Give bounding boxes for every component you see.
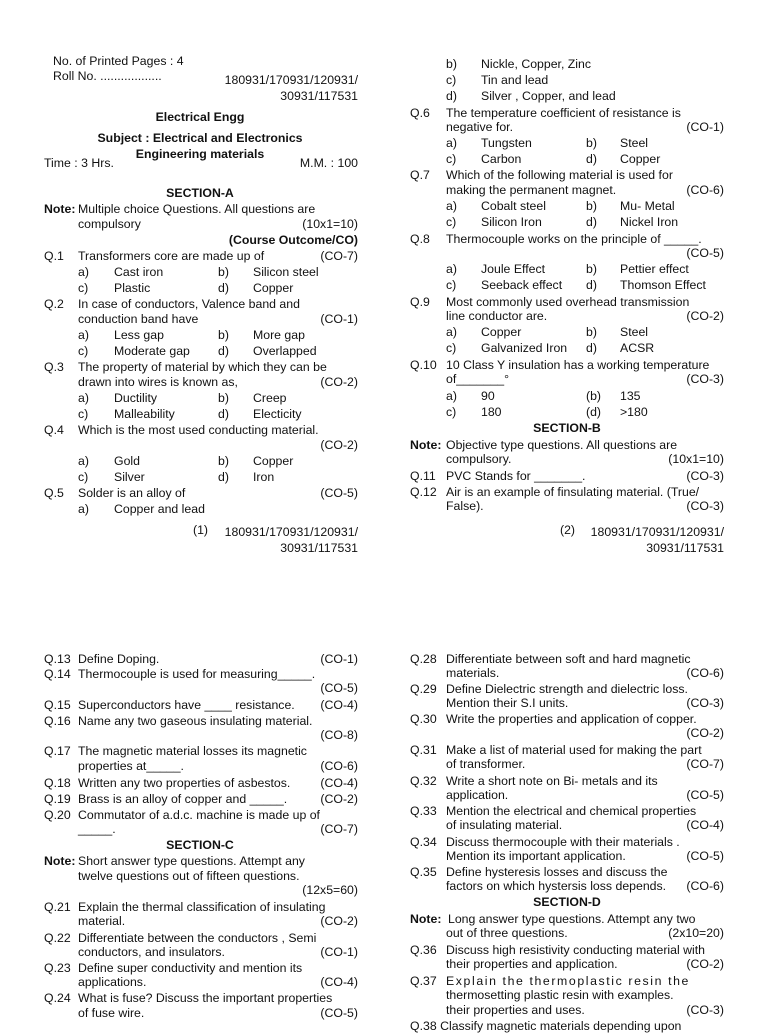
note-marks: (10x1=10) [668, 452, 724, 466]
option-label: a) [446, 136, 457, 150]
question-number: Q.32 [410, 774, 437, 788]
course-outcome-tag: (CO-5) [686, 788, 724, 802]
paper-codes: 180931/170931/120931/ [224, 73, 358, 87]
option-label: c) [446, 341, 457, 355]
footer-codes-2: 30931/117531 [646, 541, 724, 555]
question-number: Q.16 [44, 714, 71, 728]
note-marks: (12x5=60) [302, 883, 358, 897]
question-number: Q.4 [44, 423, 64, 437]
question-text: of_______° [446, 372, 510, 386]
question-text: of transformer. [446, 757, 526, 771]
course-outcome-tag: (CO-6) [686, 183, 724, 197]
question-text: Write a short note on Bi- metals and its [446, 774, 658, 788]
option-text: Tin and lead [481, 73, 549, 87]
department: Electrical Engg [155, 110, 245, 124]
question-text: negative for. [446, 120, 513, 134]
option-label: a) [78, 502, 89, 516]
question-text: Superconductors have ____ resistance. [78, 698, 295, 712]
option-text: Carbon [481, 152, 522, 166]
note-text: twelve questions out of fifteen questions. [78, 869, 300, 883]
question-number: Q.23 [44, 961, 71, 975]
page-number: (2) [560, 523, 576, 537]
question-number: Q.36 [410, 943, 437, 957]
question-number: Q.30 [410, 712, 437, 726]
option-label: b) [446, 57, 457, 71]
course-outcome-tag: (CO-3) [686, 499, 724, 513]
note-text: out of three questions. [446, 926, 568, 940]
option-text: Moderate gap [114, 344, 190, 358]
option-text: Joule Effect [481, 262, 546, 276]
question-number: Q.28 [410, 652, 437, 666]
option-text: Nickel Iron [620, 215, 679, 229]
option-text: Tungsten [481, 136, 532, 150]
question-text: What is fuse? Discuss the important properties [78, 991, 333, 1005]
question-text: Most commonly used overhead transmission [446, 295, 690, 309]
question-text: The temperature coefficient of resistance is [446, 106, 681, 120]
question-text: Make a list of material used for making the part [446, 743, 702, 757]
question-number: Q.22 [44, 931, 71, 945]
option-text: Silicon steel [253, 265, 319, 279]
option-text: More gap [253, 328, 305, 342]
question-text: 10 Class Y insulation has a working temperature [446, 358, 710, 372]
note-label: Note: [410, 438, 442, 452]
option-text: Plastic [114, 281, 151, 295]
question-number: Q.18 [44, 776, 71, 790]
question-text: their properties and application. [446, 957, 618, 971]
question-number: Q.37 [410, 974, 437, 988]
question-number: Q.5 [44, 486, 64, 500]
option-label: a) [78, 391, 89, 405]
course-outcome-tag: (CO-5) [320, 681, 358, 695]
question-text: application. [446, 788, 509, 802]
option-text: Silver [114, 470, 145, 484]
question-text: Solder is an alloy of [78, 486, 186, 500]
option-label: a) [446, 325, 457, 339]
option-text: Electicity [253, 407, 302, 421]
question-number: Q.13 [44, 652, 71, 666]
printed-pages: No. of Printed Pages : 4 [53, 54, 184, 68]
question-number: Q.33 [410, 804, 437, 818]
course-outcome-tag: (CO-4) [320, 975, 358, 989]
option-label: d) [218, 470, 229, 484]
question-text: of insulating material. [446, 818, 563, 832]
option-label: b) [586, 262, 597, 276]
option-label: b) [218, 391, 229, 405]
note-label: Note: [410, 912, 442, 926]
question-number: Q.11 [410, 469, 436, 483]
option-label: c) [78, 344, 89, 358]
option-label: b) [218, 454, 229, 468]
question-text: their properties and uses. [446, 1003, 585, 1017]
option-text: 135 [620, 389, 641, 403]
course-outcome-tag: (CO-2) [320, 438, 358, 452]
question-text: line conductor are. [446, 309, 548, 323]
course-outcome-tag: (CO-7) [320, 822, 358, 836]
question-text: Mention their S.I units. [446, 696, 569, 710]
max-marks: M.M. : 100 [299, 156, 358, 170]
question-number: Q.6 [410, 106, 430, 120]
option-label: d) [446, 89, 457, 103]
option-text: Copper [253, 281, 294, 295]
course-outcome-tag: (CO-1) [320, 652, 358, 666]
question-text: conduction band have [78, 312, 199, 326]
section-title: SECTION-C [166, 838, 234, 852]
option-label: c) [446, 152, 457, 166]
question-text: Explain the thermal classification of insulating [78, 900, 326, 914]
question-text: PVC Stands for _______. [446, 469, 586, 483]
time: Time : 3 Hrs. [44, 156, 114, 170]
option-label: b) [586, 136, 597, 150]
question-text: materials. [446, 666, 500, 680]
question-number: Q.19 [44, 792, 71, 806]
question-text: Brass is an alloy of copper and _____. [78, 792, 288, 806]
option-text: Copper [620, 152, 661, 166]
option-label: d) [218, 344, 229, 358]
option-label: c) [78, 281, 89, 295]
note-text: compulsory [78, 217, 141, 231]
question-number: Q.2 [44, 297, 64, 311]
option-text: Ductility [114, 391, 158, 405]
option-label: a) [446, 389, 457, 403]
option-text: Steel [620, 325, 649, 339]
note-label: Note: [44, 202, 76, 216]
roll-no: Roll No. .................. [53, 69, 162, 83]
option-text: >180 [620, 405, 648, 419]
course-outcome-tag: (CO-1) [320, 312, 358, 326]
question-text: Define hysteresis losses and discuss the [446, 865, 668, 879]
option-text: Iron [253, 470, 275, 484]
paper-codes-2: 30931/117531 [280, 89, 358, 103]
option-text: Pettier effect [620, 262, 689, 276]
course-outcome-tag: (CO-2) [320, 375, 358, 389]
option-text: Seeback effect [481, 278, 563, 292]
option-text: Creep [253, 391, 287, 405]
question-text: Which of the following material is used for [446, 168, 673, 182]
option-label: d) [218, 281, 229, 295]
question-text: applications. [78, 975, 147, 989]
option-label: c) [446, 278, 457, 292]
option-label: a) [446, 199, 457, 213]
question-text: Name any two gaseous insulating material. [78, 714, 313, 728]
course-outcome-tag: (CO-4) [320, 776, 358, 790]
question-text: Write the properties and application of copper. [446, 712, 697, 726]
option-label: d) [586, 278, 597, 292]
footer-codes: 180931/170931/120931/ [224, 525, 358, 539]
option-label: b) [218, 328, 229, 342]
option-text: Copper and lead [114, 502, 205, 516]
option-label: c) [446, 405, 457, 419]
course-outcome-tag: (CO-2) [686, 957, 724, 971]
option-label: c) [78, 470, 89, 484]
question-number: Q.3 [44, 360, 64, 374]
option-label: c) [78, 407, 89, 421]
option-label: d) [586, 215, 597, 229]
question-number: Q.1 [44, 249, 64, 263]
subject-line-1: Subject : Electrical and Electronics [97, 131, 303, 145]
question-text: The property of material by which they can be [78, 360, 327, 374]
course-outcome: (Course Outcome/CO) [228, 233, 358, 247]
course-outcome-tag: (CO-3) [686, 469, 724, 483]
option-label: a) [78, 454, 89, 468]
option-text: ACSR [620, 341, 655, 355]
question-number: Q.20 [44, 808, 71, 822]
question-text: Commutator of a.d.c. machine is made up of [78, 808, 320, 822]
course-outcome-tag: (CO-2) [686, 726, 724, 740]
course-outcome-tag: (CO-7) [686, 757, 724, 771]
option-text: Copper [253, 454, 294, 468]
option-label: d) [586, 341, 597, 355]
question-text: _____. [78, 822, 116, 836]
course-outcome-tag: (CO-5) [686, 246, 724, 260]
section-title: SECTION-D [533, 895, 601, 909]
note-text: Long answer type questions. Attempt any two [448, 912, 696, 926]
option-text: Nickle, Copper, Zinc [481, 57, 592, 71]
option-label: b) [218, 265, 229, 279]
course-outcome-tag: (CO-3) [686, 696, 724, 710]
course-outcome-tag: (CO-1) [320, 945, 358, 959]
option-text: 90 [481, 389, 495, 403]
course-outcome-tag: (CO-6) [320, 759, 358, 773]
option-text: Gold [114, 454, 140, 468]
subject-line-2: Engineering materials [135, 147, 265, 161]
option-label: a) [446, 262, 457, 276]
page-number: (1) [193, 523, 209, 537]
note-marks: (10x1=10) [302, 217, 358, 231]
course-outcome-tag: (CO-4) [686, 818, 724, 832]
option-text: Cast iron [114, 265, 164, 279]
question-text: Discuss high resistivity conducting material with [446, 943, 706, 957]
option-text: Overlapped [253, 344, 317, 358]
course-outcome-tag: (CO-7) [320, 249, 358, 263]
option-label: a) [78, 328, 89, 342]
course-outcome-tag: (CO-3) [686, 1003, 724, 1017]
question-text: conductors, and insulators. [78, 945, 225, 959]
option-text: Cobalt steel [481, 199, 546, 213]
option-text: Silver , Copper, and lead [481, 89, 616, 103]
question-text: Written any two properties of asbestos. [78, 776, 291, 790]
question-text: Discuss thermocouple with their materials . [446, 835, 680, 849]
course-outcome-tag: (CO-5) [320, 486, 358, 500]
question-number: Q.10 [410, 358, 437, 372]
question-number: Q.34 [410, 835, 437, 849]
note-text: compulsory. [446, 452, 512, 466]
question-number: Q.24 [44, 991, 71, 1005]
option-text: Less gap [114, 328, 164, 342]
course-outcome-tag: (CO-1) [686, 120, 724, 134]
option-text: Copper [481, 325, 522, 339]
question-number: Q.21 [44, 900, 71, 914]
question-text: Define Dielectric strength and dielectric loss. [446, 682, 688, 696]
course-outcome-tag: (CO-2) [320, 792, 358, 806]
option-text: Galvanized Iron [481, 341, 568, 355]
course-outcome-tag: (CO-3) [686, 372, 724, 386]
option-label: d) [586, 152, 597, 166]
question-number: Q.35 [410, 865, 437, 879]
note-text: Objective type questions. All questions are [446, 438, 678, 452]
question-number: Q.17 [44, 744, 71, 758]
question-text: thermosetting plastic resin with examples. [446, 988, 674, 1002]
section-title: SECTION-A [166, 186, 234, 200]
question-number: Q.31 [410, 743, 437, 757]
course-outcome-tag: (CO-2) [686, 309, 724, 323]
option-text: 180 [481, 405, 502, 419]
question-text: The magnetic material losses its magnetic [78, 744, 307, 758]
note-text: Multiple choice Questions. All questions are [78, 202, 316, 216]
question-text: properties at_____. [78, 759, 184, 773]
question-text: False). [446, 499, 484, 513]
course-outcome-tag: (CO-5) [686, 849, 724, 863]
course-outcome-tag: (CO-6) [686, 879, 724, 893]
question-text: Mention the electrical and chemical properties [446, 804, 697, 818]
option-label: b) [586, 325, 597, 339]
course-outcome-tag: (CO-6) [686, 666, 724, 680]
question-text: Air is an example of finsulating material. (True/ [446, 485, 700, 499]
question-number: Q.7 [410, 168, 430, 182]
option-label: d) [218, 407, 229, 421]
question-text: In case of conductors, Valence band and [78, 297, 300, 311]
option-text: Mu- Metal [620, 199, 675, 213]
option-text: Thomson Effect [620, 278, 706, 292]
section-title: SECTION-B [533, 421, 601, 435]
note-text: Short answer type questions. Attempt any [78, 854, 305, 868]
option-label: (d) [586, 405, 602, 419]
question-number: Q.12 [410, 485, 437, 499]
option-label: a) [78, 265, 89, 279]
question-text: Define Doping. [78, 652, 160, 666]
question-text: Which is the most used conducting material. [78, 423, 319, 437]
question-text: Transformers core are made up of [78, 249, 265, 263]
question-number: Q.8 [410, 232, 430, 246]
question-text: Explain the thermoplastic resin the [446, 974, 690, 988]
question-text: making the permanent magnet. [446, 183, 617, 197]
footer-codes: 180931/170931/120931/ [590, 525, 724, 539]
note-label: Note: [44, 854, 76, 868]
course-outcome-tag: (CO-2) [320, 914, 358, 928]
course-outcome-tag: (CO-8) [320, 728, 358, 742]
course-outcome-tag: (CO-5) [320, 1006, 358, 1020]
option-text: Silicon Iron [481, 215, 542, 229]
option-label: c) [446, 73, 457, 87]
question-text: factors on which hystersis loss depends. [446, 879, 667, 893]
course-outcome-tag: (CO-4) [320, 698, 358, 712]
option-label: c) [446, 215, 457, 229]
footer-codes-2: 30931/117531 [280, 541, 358, 555]
question-number: Q.14 [44, 667, 71, 681]
question-text: Differentiate between soft and hard magnetic [446, 652, 691, 666]
question-text: drawn into wires is known as, [78, 375, 238, 389]
option-label: (b) [586, 389, 602, 403]
option-text: Steel [620, 136, 649, 150]
question-number: Q.15 [44, 698, 71, 712]
question-number: Q.9 [410, 295, 430, 309]
question-text: Define super conductivity and mention its [78, 961, 303, 975]
note-marks: (2x10=20) [668, 926, 724, 940]
option-text: Malleability [114, 407, 175, 421]
question-text: Mention its important application. [446, 849, 626, 863]
question-text: Differentiate between the conductors , Semi [78, 931, 317, 945]
question-text: material. [78, 914, 126, 928]
question-text: of fuse wire. [78, 1006, 145, 1020]
question-text: Thermocouple is used for measuring_____. [78, 667, 316, 681]
question-text: Thermocouple works on the principle of _____. [446, 232, 702, 246]
question-text-partial: Q.38 Classify magnetic materials depending upon [410, 1019, 682, 1033]
question-number: Q.29 [410, 682, 437, 696]
option-label: b) [586, 199, 597, 213]
